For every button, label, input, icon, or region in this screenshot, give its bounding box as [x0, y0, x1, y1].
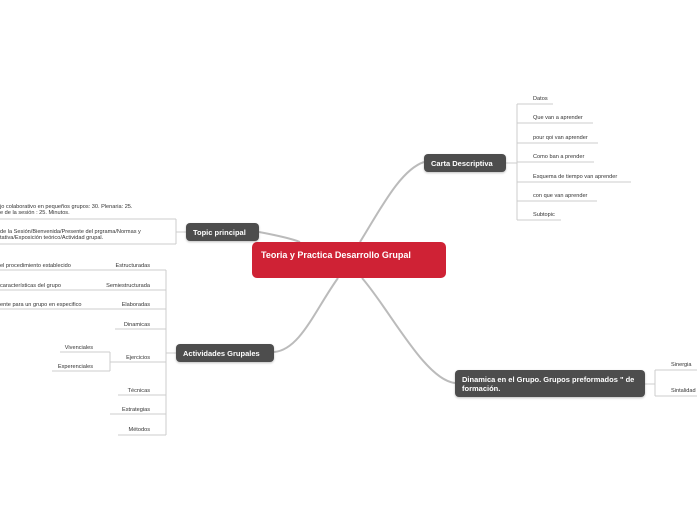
- carta-descriptiva-title: Carta Descriptiva: [431, 159, 493, 168]
- actividades-grupales-title: Actividades Grupales: [183, 349, 260, 358]
- carta-descriptiva-node[interactable]: [424, 154, 506, 172]
- actividad-ejercicios[interactable]: Ejercicios: [126, 355, 150, 361]
- carta-item-con-que[interactable]: con que van aprender: [533, 193, 588, 199]
- connector-actividades-grupales: [274, 278, 338, 352]
- actividad-estructuradas[interactable]: Estructuradas: [115, 263, 150, 269]
- topic-principal-note-4: tativa/Exposición teórico/Actividad grupal.: [0, 235, 104, 241]
- carta-item-como-ban[interactable]: Como ban a prender: [533, 154, 585, 160]
- topic-principal-note-2: e de la sesión : 25. Minutos.: [0, 210, 70, 216]
- topic-principal-note-3: de la Sesión/Bienvenida/Presente del prgrama/Normas y: [0, 229, 141, 235]
- actividad-elaboradas-note: ente para un grupo en especifico: [0, 302, 82, 308]
- actividad-estructuradas-note: el procedimiento establecido: [0, 263, 71, 269]
- carta-item-que-van-a-aprender[interactable]: Que van a aprender: [533, 115, 583, 121]
- carta-item-subtopic[interactable]: Subtopic: [533, 212, 555, 218]
- topic-principal-note-1: jo colaborativo en pequeños grupos: 30. Plenaria: 25.: [0, 204, 133, 210]
- dinamica-grupo-title: Dinamica en el Grupo. Grupos preformados " de formación.: [462, 375, 635, 393]
- carta-item-pour-qoi[interactable]: pour qoi van aprender: [533, 135, 588, 141]
- topic-principal-title: Topic principal: [193, 228, 246, 237]
- connector-carta-descriptiva: [360, 162, 424, 242]
- connector-dinamica-grupo: [362, 278, 455, 383]
- carta-item-esquema-tiempo[interactable]: Esquema de tiempo van aprender: [533, 174, 618, 180]
- carta-item-datos[interactable]: Datos: [533, 96, 548, 102]
- actividades-grupales-node[interactable]: [176, 344, 274, 362]
- dinamica-grupo-node[interactable]: [455, 370, 645, 397]
- central-topic-title: Teoria y Practica Desarrollo Grupal: [261, 250, 411, 260]
- connector-topic-principal: [259, 232, 300, 242]
- actividad-semiestructurada-note: características del grupo: [0, 283, 61, 289]
- actividad-tecnicas[interactable]: Técnicas: [127, 388, 150, 394]
- dinamica-item-sintalidad[interactable]: Sintalidad: [671, 388, 696, 394]
- topic-principal-node[interactable]: [186, 223, 259, 241]
- ejercicio-experenciales[interactable]: Experenciales: [57, 364, 93, 370]
- actividad-metodos[interactable]: Métodos: [128, 427, 150, 433]
- actividad-semiestructurada[interactable]: Semiestructurada: [106, 283, 150, 289]
- actividad-elaboradas[interactable]: Elaboradas: [121, 302, 150, 308]
- actividad-estrategias[interactable]: Estrategias: [122, 407, 150, 413]
- dinamica-item-sinergia[interactable]: Sinergia: [671, 362, 692, 368]
- actividad-dinamicas[interactable]: Dinamicas: [123, 322, 150, 328]
- central-topic[interactable]: [252, 242, 446, 278]
- ejercicio-vivenciales[interactable]: Vivenciales: [64, 345, 93, 351]
